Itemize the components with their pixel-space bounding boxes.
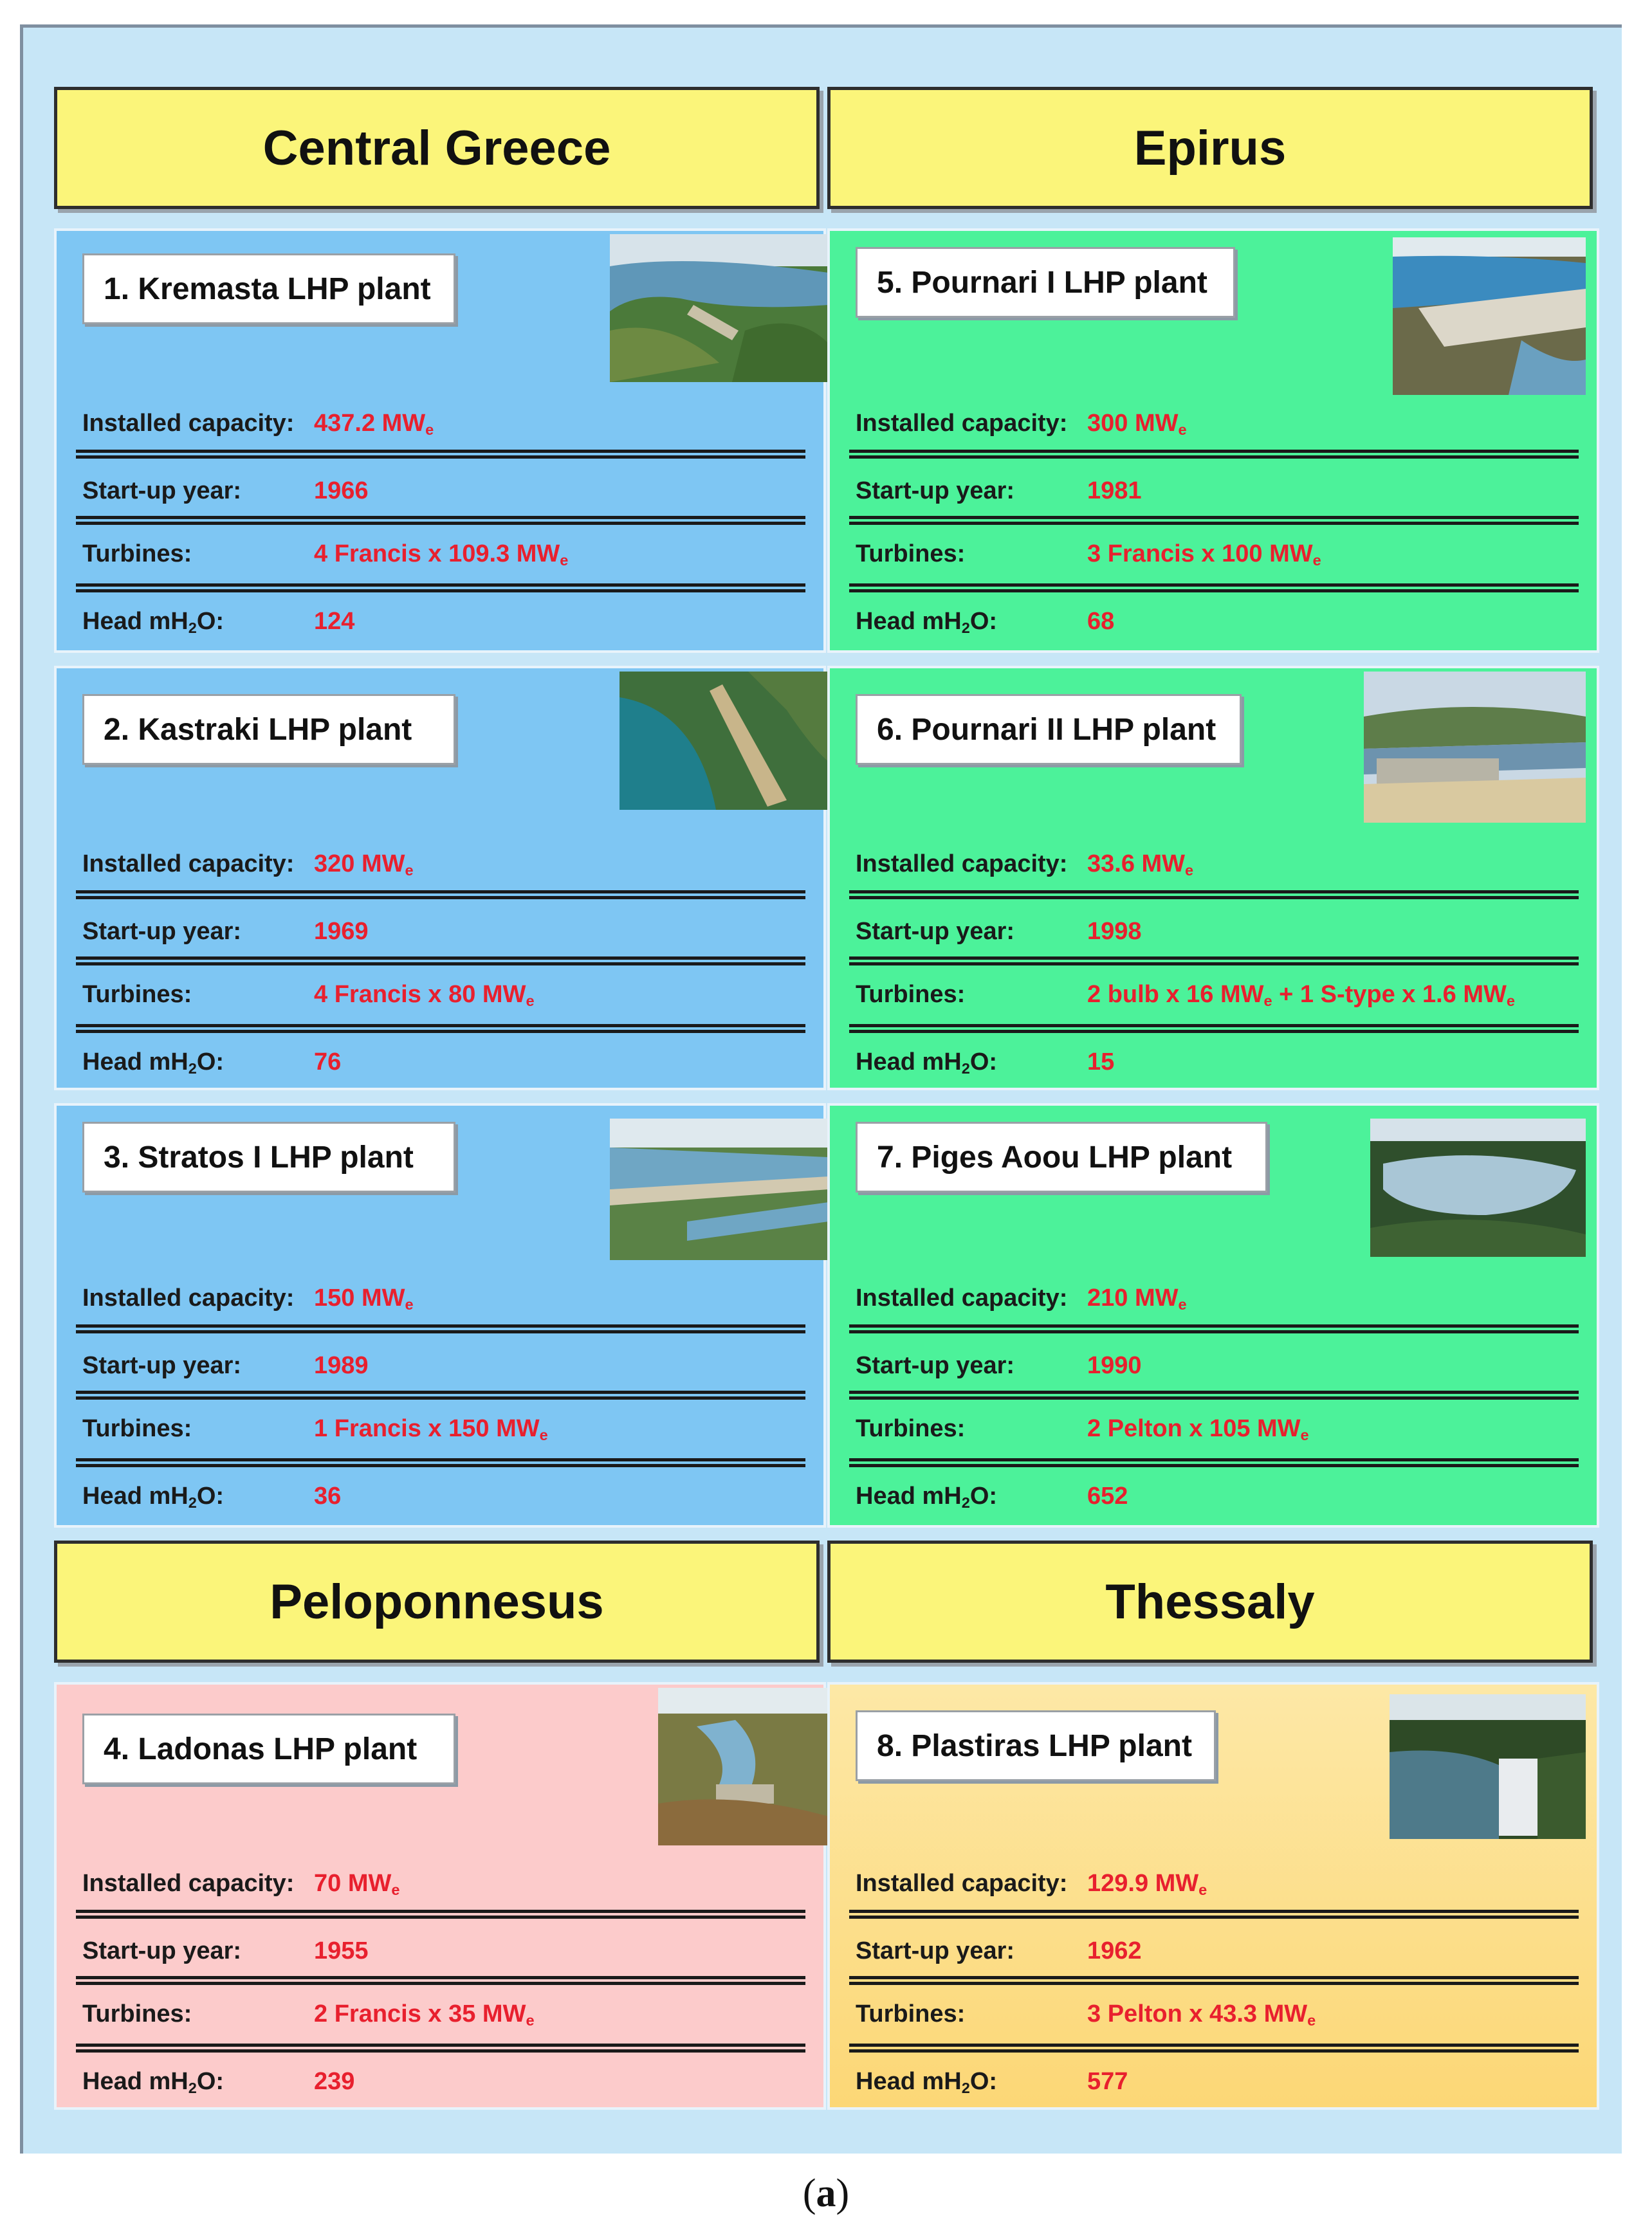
row-head: Head $mH_2O$: 36	[82, 1483, 342, 1511]
divider	[76, 1391, 805, 1400]
row-startup-year: Start-up year: 1998	[856, 918, 1142, 945]
plant-card-plastiras	[827, 1682, 1599, 2110]
plant-card-kastraki	[54, 666, 826, 1090]
divider	[849, 450, 1579, 459]
figure-frame	[20, 24, 1622, 2154]
plant-card-piges-aoou	[827, 1103, 1599, 1528]
plant-photo	[1364, 672, 1586, 823]
row-startup-year: Start-up year: 1981	[856, 477, 1142, 504]
plant-photo	[610, 234, 829, 382]
divider	[76, 1024, 805, 1033]
plant-photo	[1370, 1119, 1586, 1257]
divider	[849, 2044, 1579, 2053]
figure-caption: (a)	[802, 2172, 850, 2215]
plant-title: 7. Piges Aoou LHP plant	[856, 1122, 1267, 1193]
row-turbines: Turbines: 4 Francis x 80 $MW_e$	[82, 981, 535, 1009]
row-turbines: Turbines: 2 Francis x 35 $MW_e$	[82, 2000, 535, 2029]
plant-card-pournari-2	[827, 666, 1599, 1090]
row-turbines: Turbines: 2 bulb x 16 $MW_e + 1$ S-type x 1.6 $MW_e$	[856, 981, 1515, 1009]
plant-photo	[658, 1688, 829, 1845]
row-startup-year: Start-up year: 1990	[856, 1352, 1142, 1379]
row-turbines: Turbines: 4 Francis x 109.3 $MW_e$	[82, 540, 569, 569]
divider	[76, 2044, 805, 2053]
region-header-epirus: Epirus	[827, 87, 1593, 209]
divider	[849, 583, 1579, 592]
plant-title: 3. Stratos I LHP plant	[82, 1122, 455, 1193]
divider	[849, 1024, 1579, 1033]
plant-photo	[610, 1119, 829, 1260]
plant-photo	[620, 672, 829, 810]
divider	[76, 516, 805, 525]
row-head: Head $mH_2O$: 15	[856, 1048, 1115, 1077]
row-installed-capacity: Installed capacity: 70 $MW_e$	[82, 1870, 400, 1898]
row-turbines: Turbines: 1 Francis x 150 $MW_e$	[82, 1415, 548, 1443]
row-head: Head $mH_2O$: 124	[82, 608, 355, 636]
divider	[849, 1910, 1579, 1919]
plant-title: 1. Kremasta LHP plant	[82, 253, 455, 324]
row-turbines: Turbines: 3 Francis x 100 $MW_e$	[856, 540, 1321, 569]
row-startup-year: Start-up year: 1962	[856, 1937, 1142, 1964]
row-head: Head $mH_2O$: 76	[82, 1048, 342, 1077]
plant-title: 5. Pournari I LHP plant	[856, 247, 1235, 318]
region-header-peloponnesus: Peloponnesus	[54, 1541, 820, 1663]
divider	[76, 890, 805, 899]
divider	[849, 1976, 1579, 1985]
plant-title: 6. Pournari II LHP plant	[856, 694, 1242, 765]
row-startup-year: Start-up year: 1989	[82, 1352, 369, 1379]
plant-photo	[1390, 1694, 1586, 1839]
divider	[849, 890, 1579, 899]
divider	[849, 1458, 1579, 1467]
row-installed-capacity: Installed capacity: 129.9 $MW_e$	[856, 1870, 1207, 1898]
plant-title: 8. Plastiras LHP plant	[856, 1710, 1216, 1781]
divider	[76, 1324, 805, 1333]
divider	[849, 1324, 1579, 1333]
divider	[76, 450, 805, 459]
divider	[849, 516, 1579, 525]
row-head: Head $mH_2O$: 239	[82, 2068, 355, 2096]
row-head: Head $mH_2O$: 68	[856, 608, 1115, 636]
row-startup-year: Start-up year: 1969	[82, 918, 369, 945]
row-installed-capacity: Installed capacity: 437.2 $MW_e$	[82, 410, 434, 438]
divider	[76, 956, 805, 965]
divider	[76, 1458, 805, 1467]
region-header-central-greece: Central Greece	[54, 87, 820, 209]
row-installed-capacity: Installed capacity: 210 $MW_e$	[856, 1285, 1187, 1313]
divider	[76, 1910, 805, 1919]
row-turbines: Turbines: 2 Pelton x 105 $MW_e$	[856, 1415, 1309, 1443]
row-installed-capacity: Installed capacity: 300 $MW_e$	[856, 410, 1187, 438]
plant-card-kremasta	[54, 228, 826, 653]
plant-card-ladonas	[54, 1682, 826, 2110]
plant-title: 4. Ladonas LHP plant	[82, 1714, 455, 1784]
row-startup-year: Start-up year: 1955	[82, 1937, 369, 1964]
plant-photo	[1393, 237, 1586, 395]
row-startup-year: Start-up year: 1966	[82, 477, 369, 504]
divider	[76, 583, 805, 592]
plant-title: 2. Kastraki LHP plant	[82, 694, 455, 765]
plant-card-pournari-1	[827, 228, 1599, 653]
divider	[849, 956, 1579, 965]
row-installed-capacity: Installed capacity: 150 $MW_e$	[82, 1285, 414, 1313]
row-turbines: Turbines: 3 Pelton x 43.3 $MW_e$	[856, 2000, 1316, 2029]
row-head: Head $mH_2O$: 652	[856, 1483, 1128, 1511]
row-installed-capacity: Installed capacity: 320 $MW_e$	[82, 850, 414, 879]
divider	[76, 1976, 805, 1985]
row-installed-capacity: Installed capacity: 33.6 $MW_e$	[856, 850, 1194, 879]
row-head: Head $mH_2O$: 577	[856, 2068, 1128, 2096]
plant-card-stratos	[54, 1103, 826, 1528]
region-header-thessaly: Thessaly	[827, 1541, 1593, 1663]
divider	[849, 1391, 1579, 1400]
